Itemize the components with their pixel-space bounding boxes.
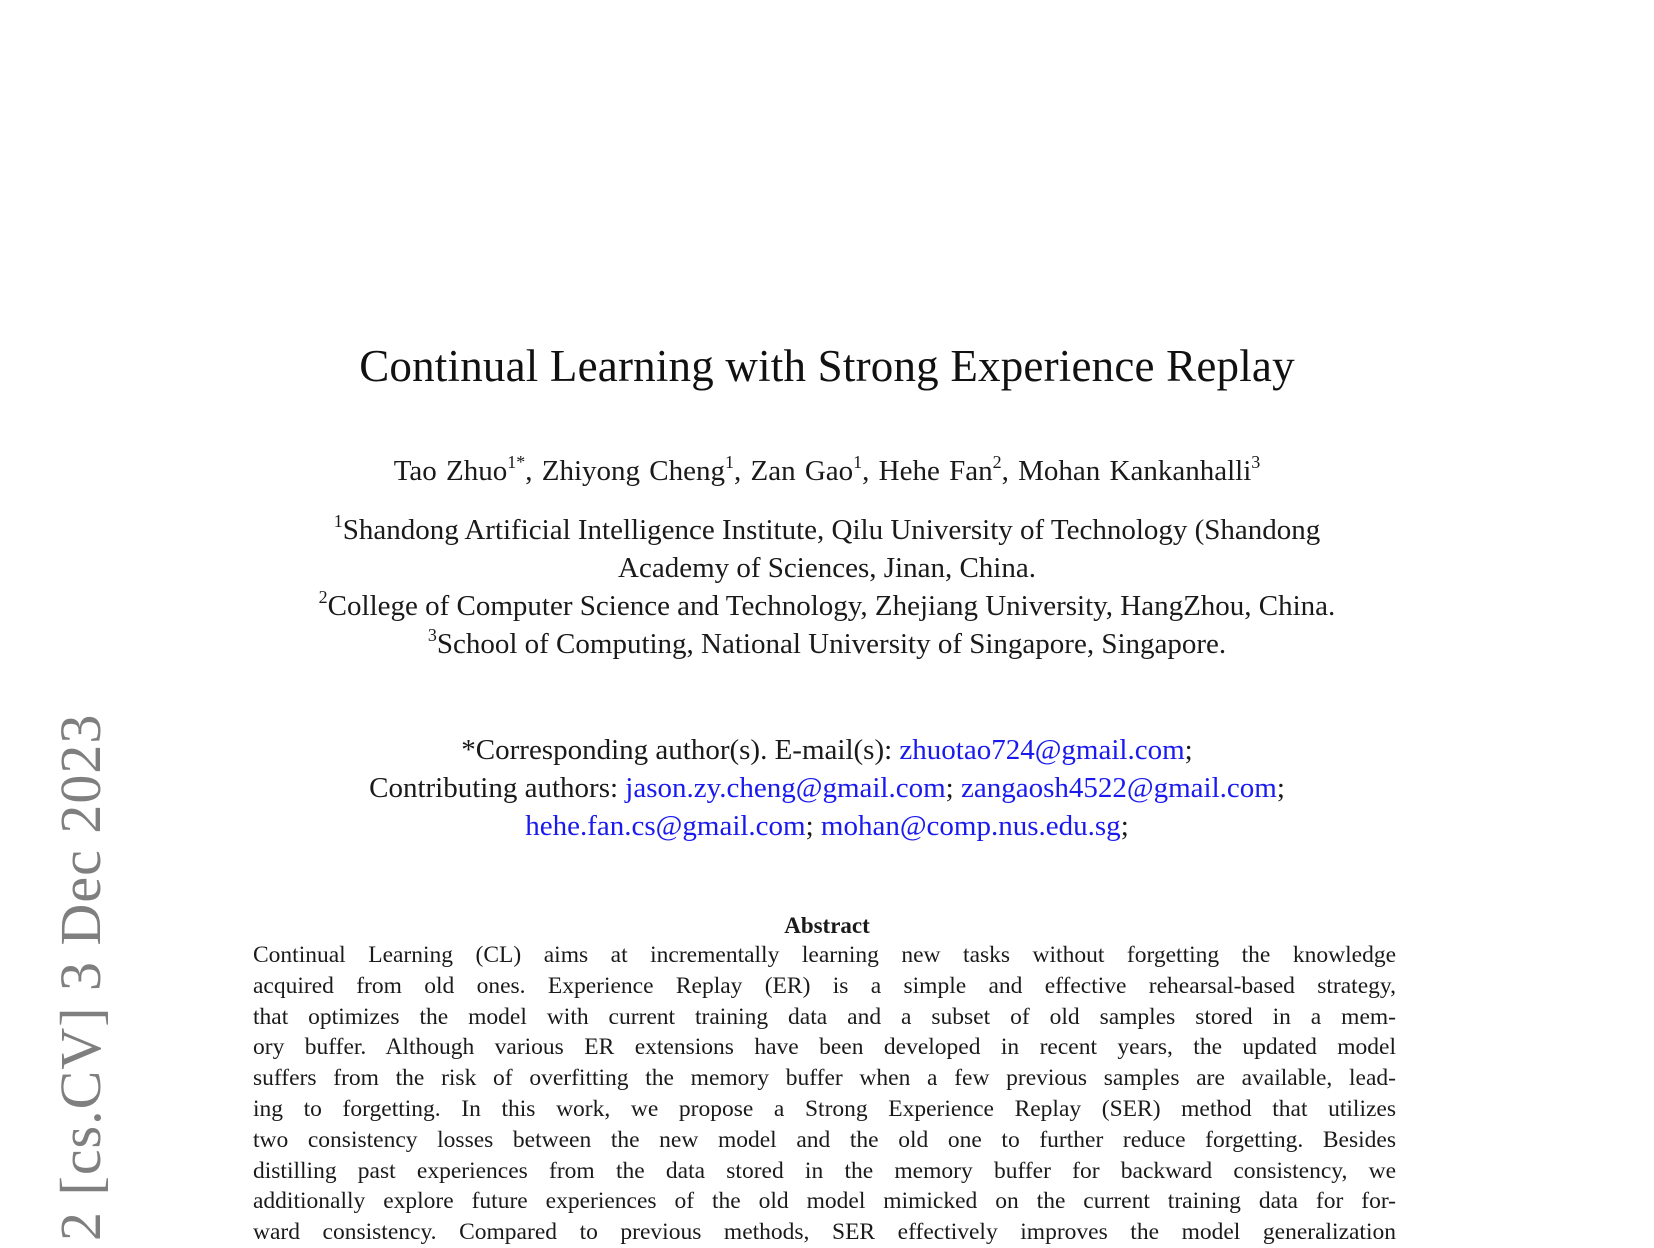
abstract-line: acquired from old ones. Experience Replay (ER) is a simple and effective rehearsal-based strategy, xyxy=(253,972,1396,999)
abstract-heading: Abstract xyxy=(784,913,870,938)
email-link-jason[interactable]: jason.zy.cheng@gmail.com xyxy=(625,772,946,804)
abstract-line: additionally explore future experiences of the old model mimicked on the current training data for for- xyxy=(253,1188,1396,1215)
abstract-line: distilling past experiences from the data stored in the memory buffer for backward consistency, we xyxy=(253,1157,1396,1184)
affiliation-2: $^2$College of Computer Science and Technology, Zhejiang University, HangZhou, China. xyxy=(318,587,1336,622)
abstract-line: two consistency losses between the new model and the old one to further reduce forgetting. Besides xyxy=(253,1126,1396,1153)
abstract-body xyxy=(253,940,1396,1248)
affiliation-1-continued: Academy of Sciences, Jinan, China. xyxy=(618,552,1036,584)
paper-title: Continual Learning with Strong Experience Replay xyxy=(359,341,1295,391)
author-list xyxy=(0,452,1654,488)
abstract-line: ward consistency. Compared to previous methods, SER effectively improves the model generalization xyxy=(253,1219,1396,1246)
corresponding-author-line: *Corresponding author(s). E-mail(s): zhuotao724@gmail.com; xyxy=(461,734,1193,766)
author: Mohan Kankanhalli$^3$ xyxy=(1018,452,1261,487)
affiliation-1: $^1$Shandong Artificial Intelligence Institute, Qilu University of Technology (Shandong xyxy=(333,511,1321,546)
author: Hehe Fan$^2$, xyxy=(878,452,1019,487)
affiliation-3: $^3$School of Computing, National University of Singapore, Singapore. xyxy=(427,625,1227,660)
abstract-line: that optimizes the model with current training data and a subset of old samples stored in a mem- xyxy=(253,1003,1396,1030)
email-link-hehe[interactable]: hehe.fan.cs@gmail.com xyxy=(525,810,806,842)
author: Zhiyong Cheng$^1$, xyxy=(541,452,751,487)
author: Tao Zhuo$^{1*}$, xyxy=(393,452,542,487)
email-link-mohan[interactable]: mohan@comp.nus.edu.sg xyxy=(820,810,1121,842)
abstract-line: Continual Learning (CL) aims at incrementally learning new tasks without forgetting the knowledge xyxy=(253,942,1396,968)
author: Zan Gao$^1$, xyxy=(750,452,879,487)
email-link-zhuotao[interactable]: zhuotao724@gmail.com xyxy=(899,734,1185,766)
contributing-authors-line: Contributing authors: jason.zy.cheng@gmail.com; zangaosh4522@gmail.com; xyxy=(369,772,1285,804)
abstract-line: ory buffer. Although various ER extensions have been developed in recent years, the updated model xyxy=(253,1034,1396,1061)
arxiv-identifier-stamp: 2 [cs.CV] 3 Dec 2023 xyxy=(48,713,113,1241)
abstract-line: ing to forgetting. In this work, we propose a Strong Experience Replay (SER) method that utilizes xyxy=(253,1095,1396,1122)
email-link-zangao[interactable]: zangaosh4522@gmail.com xyxy=(960,772,1277,804)
contributing-authors-line-2: hehe.fan.cs@gmail.com; mohan@comp.nus.edu.sg; xyxy=(525,810,1129,842)
abstract-line: suffers from the risk of overfitting the memory buffer when a few previous samples are available, lead- xyxy=(253,1065,1396,1092)
